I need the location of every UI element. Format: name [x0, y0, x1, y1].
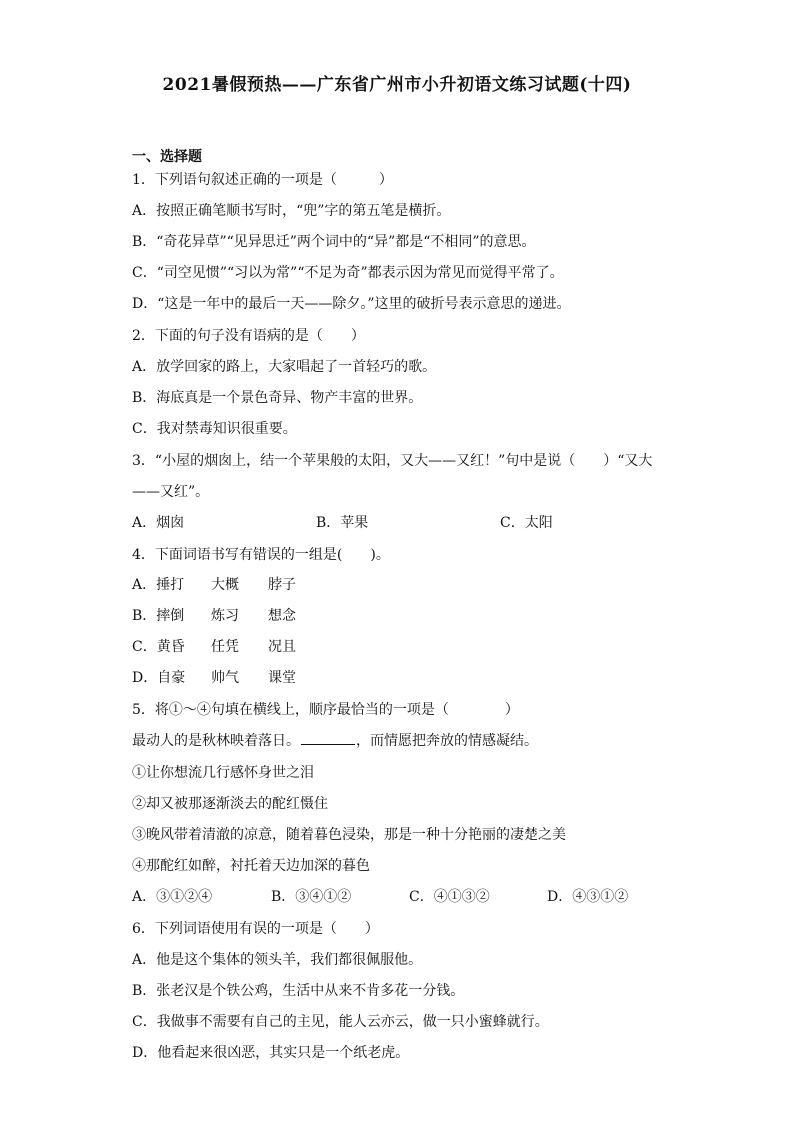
- option-label: A．捶打: [132, 577, 185, 593]
- option-label: D．自豪: [132, 670, 186, 686]
- section-heading: 一、选择题: [132, 149, 202, 165]
- option-word: 课堂: [268, 670, 296, 686]
- question-1-option-c[interactable]: C．“司空见惯”“习以为常”“不足为奇”都表示因为常见而觉得平常了。: [132, 265, 564, 281]
- question-5-option-b[interactable]: B．③④①②: [271, 889, 352, 905]
- question-3-option-a[interactable]: A．烟囱: [132, 515, 185, 531]
- question-1-stem: 1．下列语句叙述正确的一项是（ ）: [132, 172, 393, 188]
- page-title: 2021暑假预热——广东省广州市小升初语文练习试题(十四): [162, 75, 632, 95]
- question-3-stem-line-1: 3．“小屋的烟囱上，结一个苹果般的太阳，又大——又红！”句中是说（ ）“又大: [132, 453, 653, 469]
- question-1-option-b[interactable]: B．“奇花异草”“见异思迁”两个词中的“异”都是“不相同”的意思。: [132, 234, 536, 250]
- question-5-sentence-2: ②却又被那逐渐淡去的酡红慑住: [132, 796, 328, 812]
- question-3-option-b[interactable]: B．苹果: [316, 515, 369, 531]
- question-5-sentence-3: ③晚风带着清澈的凉意，随着暮色浸染，那是一种十分艳丽的凄楚之美: [132, 827, 566, 843]
- question-5-option-c[interactable]: C．④①③②: [409, 889, 490, 905]
- question-2-stem: 2．下面的句子没有语病的是（ ）: [132, 328, 365, 344]
- question-5-sentence: [132, 731, 538, 751]
- question-5-option-d[interactable]: D．④③①②: [547, 889, 629, 905]
- option-word: 脖子: [268, 577, 296, 593]
- question-6-option-d[interactable]: D．他看起来很凶恶，其实只是一个纸老虎。: [132, 1045, 410, 1061]
- option-label: C．黄昏: [132, 639, 185, 655]
- option-word: 大概: [211, 577, 239, 593]
- option-label: B．摔倒: [132, 608, 185, 624]
- question-3-stem-line-2: ——又红”。: [132, 484, 210, 500]
- question-2-option-a[interactable]: A．放学回家的路上，大家唱起了一首轻巧的歌。: [132, 359, 437, 375]
- question-5-option-a[interactable]: A．③①②④: [132, 889, 213, 905]
- option-word: 想念: [268, 608, 296, 624]
- option-word: 炼习: [211, 608, 239, 624]
- question-5-stem: 5．将①～④句填在横线上，顺序最恰当的一项是（ ）: [132, 702, 519, 718]
- question-3-option-c[interactable]: C．太阳: [500, 515, 553, 531]
- question-4-stem: 4．下面词语书写有错误的一组是( )。: [132, 547, 390, 563]
- question-6-stem: 6．下列词语使用有误的一项是（ ）: [132, 921, 379, 937]
- question-6-option-a[interactable]: A．他是这个集体的领头羊，我们都很佩服他。: [132, 952, 423, 968]
- sentence-after-blank: ，而情愿把奔放的情感凝结。: [356, 733, 538, 749]
- question-5-sentence-4: ④那酡红如醉，衬托着天边加深的暮色: [132, 858, 370, 874]
- question-5-sentence-1: ①让你想流几行感怀身世之泪: [132, 765, 314, 781]
- option-word: 况且: [268, 639, 296, 655]
- option-word: 帅气: [211, 670, 239, 686]
- question-6-option-b[interactable]: B．张老汉是个铁公鸡，生活中从来不肯多花一分钱。: [132, 983, 465, 999]
- option-word: 任凭: [211, 639, 239, 655]
- question-2-option-c[interactable]: C．我对禁毒知识很重要。: [132, 421, 297, 437]
- fill-in-blank[interactable]: [301, 732, 355, 745]
- question-2-option-b[interactable]: B．海底真是一个景色奇异、物产丰富的世界。: [132, 390, 423, 406]
- question-6-option-c[interactable]: C．我做事不需要有自己的主见，能人云亦云，做一只小蜜蜂就行。: [132, 1014, 549, 1030]
- sentence-before-blank: 最动人的是秋林映着落日。: [132, 733, 300, 749]
- question-1-option-d[interactable]: D．“这是一年中的最后一天——除夕。”这里的破折号表示意思的递进。: [132, 296, 571, 312]
- question-1-option-a[interactable]: A．按照正确笔顺书写时，“兜”字的第五笔是横折。: [132, 203, 451, 219]
